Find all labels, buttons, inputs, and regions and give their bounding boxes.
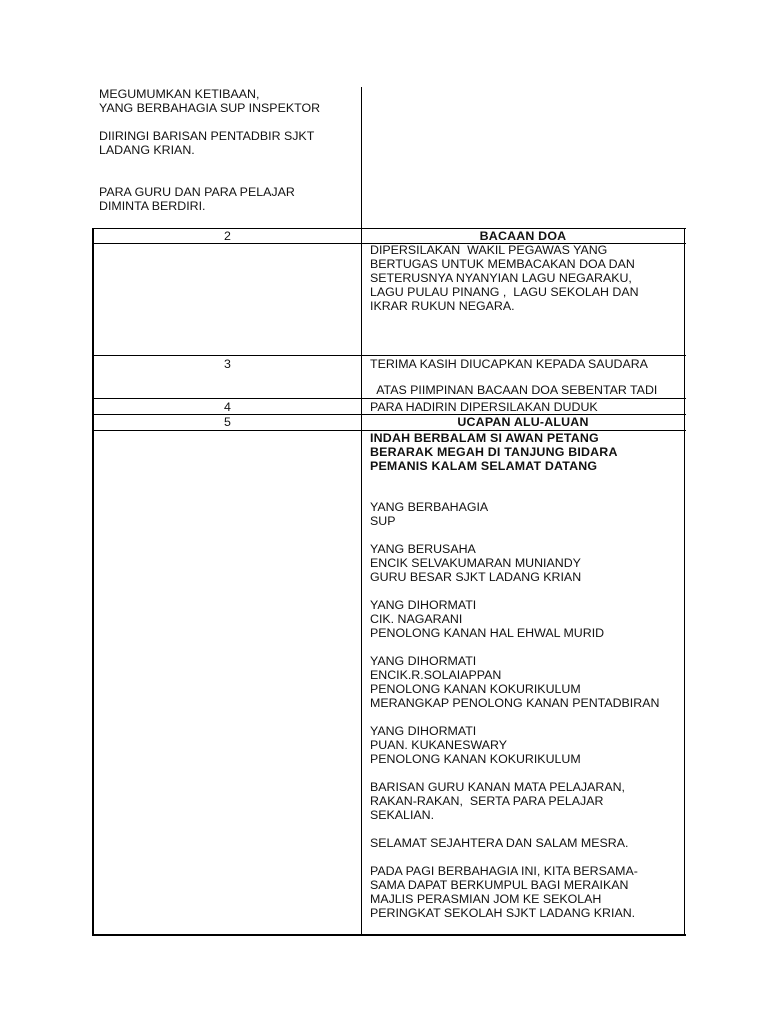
divider-vertical-top [361, 87, 362, 228]
speech-line: MERANGKAP PENOLONG KANAN PENTADBIRAN [370, 696, 660, 710]
speech-line: BARISAN GURU KANAN MATA PELAJARAN, [370, 780, 625, 794]
speech-line: YANG DIHORMATI [370, 724, 477, 738]
row-text: ATAS PIIMPINAN BACAAN DOA SEBENTAR TADI [370, 383, 658, 397]
speech-line: GURU BESAR SJKT LADANG KRIAN [370, 570, 582, 584]
speech-line: YANG BERBAHAGIA [370, 500, 489, 514]
row-number: 4 [224, 400, 231, 414]
intro-line: LADANG KRIAN. [99, 143, 195, 157]
speech-line: RAKAN-RAKAN, SERTA PARA PELAJAR [370, 794, 604, 808]
intro-line: YANG BERBAHAGIA SUP INSPEKTOR [99, 101, 321, 115]
row-text: IKRAR RUKUN NEGARA. [370, 299, 515, 313]
speech-line: SAMA DAPAT BERKUMPUL BAGI MERAIKAN [370, 878, 629, 892]
table-border-left [92, 228, 94, 935]
speech-line: SEKALIAN. [370, 808, 435, 822]
pantun-line: INDAH BERBALAM SI AWAN PETANG [370, 431, 599, 445]
speech-line: SUP [370, 514, 396, 528]
speech-line: PERINGKAT SEKOLAH SJKT LADANG KRIAN. [370, 906, 636, 920]
intro-line: DIMINTA BERDIRI. [99, 199, 206, 213]
row-text: TERIMA KASIH DIUCAPKAN KEPADA SAUDARA [370, 357, 648, 371]
speech-line: PUAN. KUKANESWARY [370, 738, 508, 752]
speech-line: CIK. NAGARANI [370, 612, 463, 626]
row-divider [92, 398, 686, 399]
pantun-line: BERARAK MEGAH DI TANJUNG BIDARA [370, 445, 618, 459]
row-number: 2 [224, 229, 231, 243]
speech-line: YANG DIHORMATI [370, 654, 477, 668]
intro-line: DIIRINGI BARISAN PENTADBIR SJKT [99, 129, 315, 143]
speech-line: PENOLONG KANAN KOKURIKULUM [370, 752, 581, 766]
row-heading: BACAAN DOA [479, 229, 567, 243]
row-text: DIPERSILAKAN WAKIL PEGAWAS YANG [370, 243, 608, 257]
speech-line: PENOLONG KANAN KOKURIKULUM [370, 682, 581, 696]
row-text: PARA HADIRIN DIPERSILAKAN DUDUK [370, 400, 598, 414]
speech-line: SELAMAT SEJAHTERA DAN SALAM MESRA. [370, 836, 629, 850]
table-column-divider [361, 228, 362, 935]
intro-line: MEGUMUMKAN KETIBAAN, [99, 87, 260, 101]
intro-line: PARA GURU DAN PARA PELAJAR [99, 185, 295, 199]
speech-line: PADA PAGI BERBAHAGIA INI, KITA BERSAMA- [370, 864, 638, 878]
row-text: SETERUSNYA NYANYIAN LAGU NEGARAKU, [370, 271, 632, 285]
table-border-right [684, 228, 685, 935]
row-number: 3 [224, 357, 231, 371]
speech-line: YANG DIHORMATI [370, 598, 477, 612]
speech-line: MAJLIS PERASMIAN JOM KE SEKOLAH [370, 892, 602, 906]
row-text: LAGU PULAU PINANG , LAGU SEKOLAH DAN [370, 285, 639, 299]
speech-line: PENOLONG KANAN HAL EHWAL MURID [370, 626, 605, 640]
speech-line: YANG BERUSAHA [370, 542, 476, 556]
speech-line: ENCIK.R.SOLAIAPPAN [370, 668, 502, 682]
table-border-bottom [92, 934, 686, 936]
row-heading: UCAPAN ALU-ALUAN [457, 415, 589, 429]
speech-line: ENCIK SELVAKUMARAN MUNIANDY [370, 556, 581, 570]
row-divider [92, 355, 686, 356]
row-number: 5 [224, 415, 231, 429]
row-text: BERTUGAS UNTUK MEMBACAKAN DOA DAN [370, 257, 635, 271]
pantun-line: PEMANIS KALAM SELAMAT DATANG [370, 459, 598, 473]
